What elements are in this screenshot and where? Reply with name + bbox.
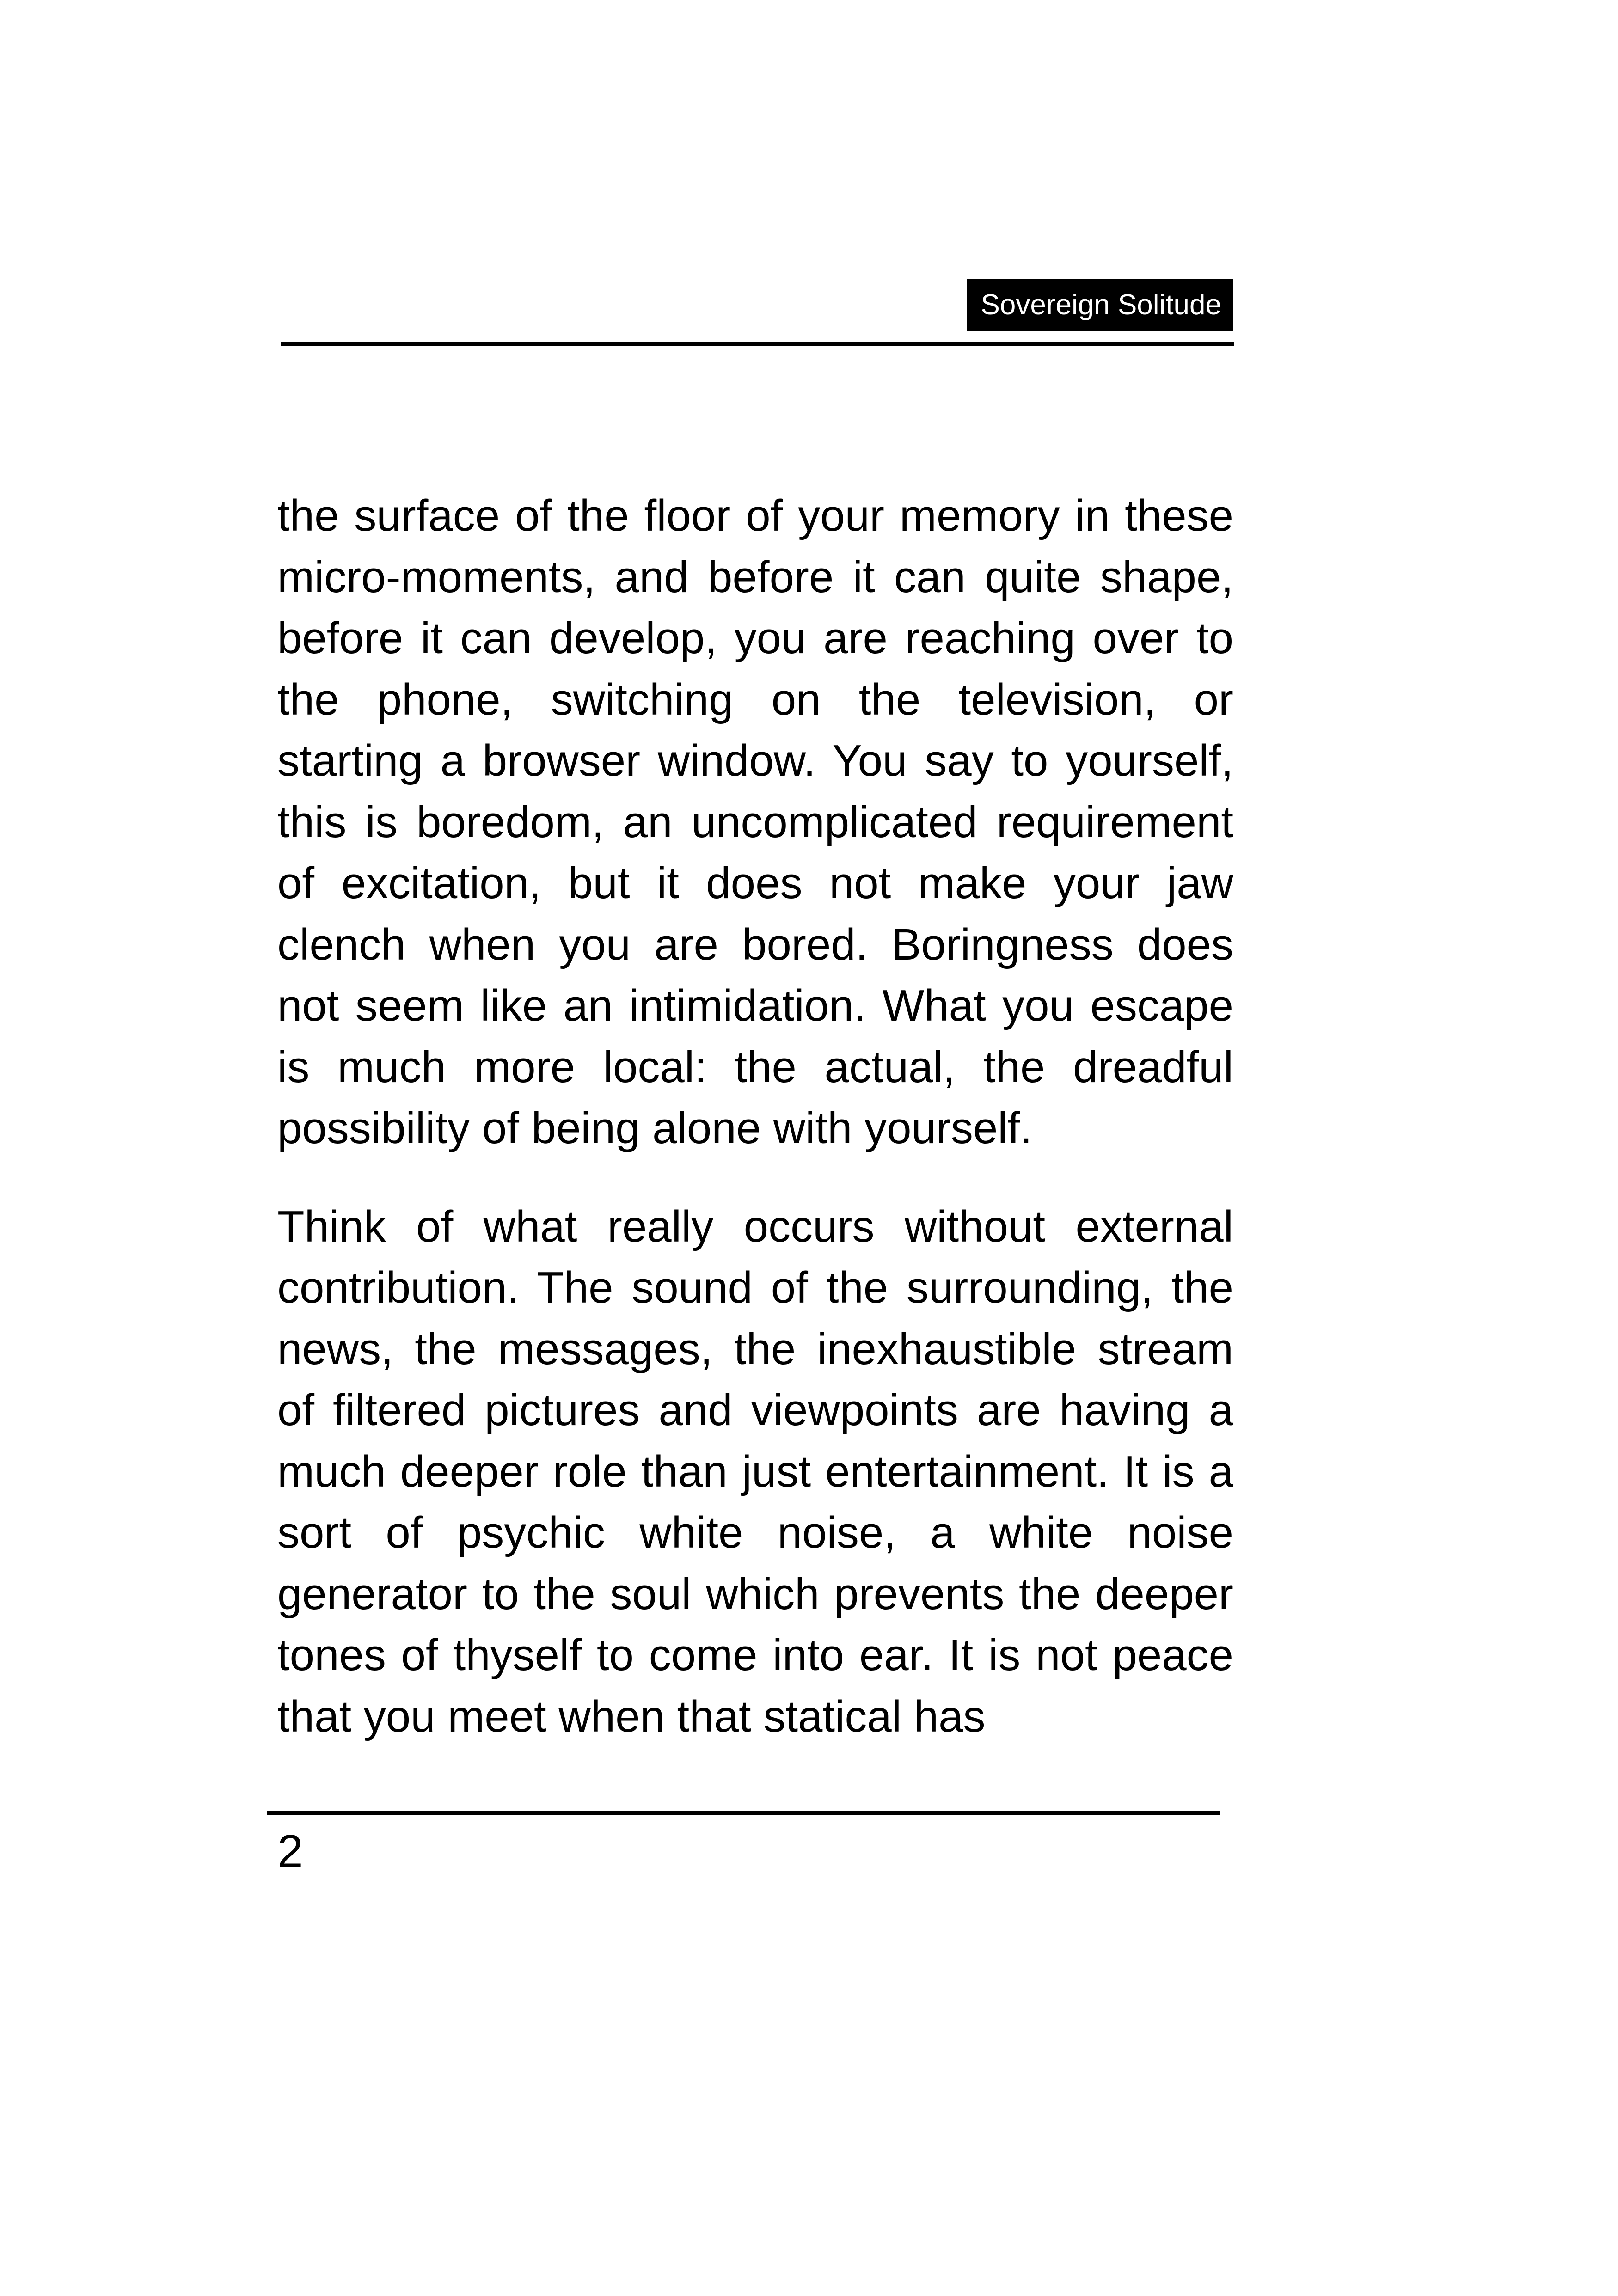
body-paragraph-1: the surface of the floor of your memory in these micro-moments, and before it can quite shape, before it can develop, you are reaching over to the phone, switching on the television, or starting a browser window. You say to yourself, this is boredom, an uncomplicated requirement of excitation, but it does not make your jaw clench when you are bored. Boringness does not seem like an intimidation. What you escape is much more local: the actual, the dreadful possibility of being alone with yourself. <box>277 491 1233 1153</box>
footer-rule <box>267 1811 1220 1815</box>
header-rule <box>281 342 1234 346</box>
running-header-title: Sovereign Solitude <box>967 279 1233 331</box>
body-text <box>277 485 1233 1747</box>
body-paragraph-2: Think of what really occurs without external contribution. The sound of the surrounding, the news, the messages, the inexhaustible stream of filtered pictures and viewpoints are having a much deeper role than just entertainment. It is a sort of psychic white noise, a white noise generator to the soul which prevents the deeper tones of thyself to come into ear. It is not peace that you meet when that statical has <box>277 1201 1233 1741</box>
page-number: 2 <box>277 1825 303 1877</box>
